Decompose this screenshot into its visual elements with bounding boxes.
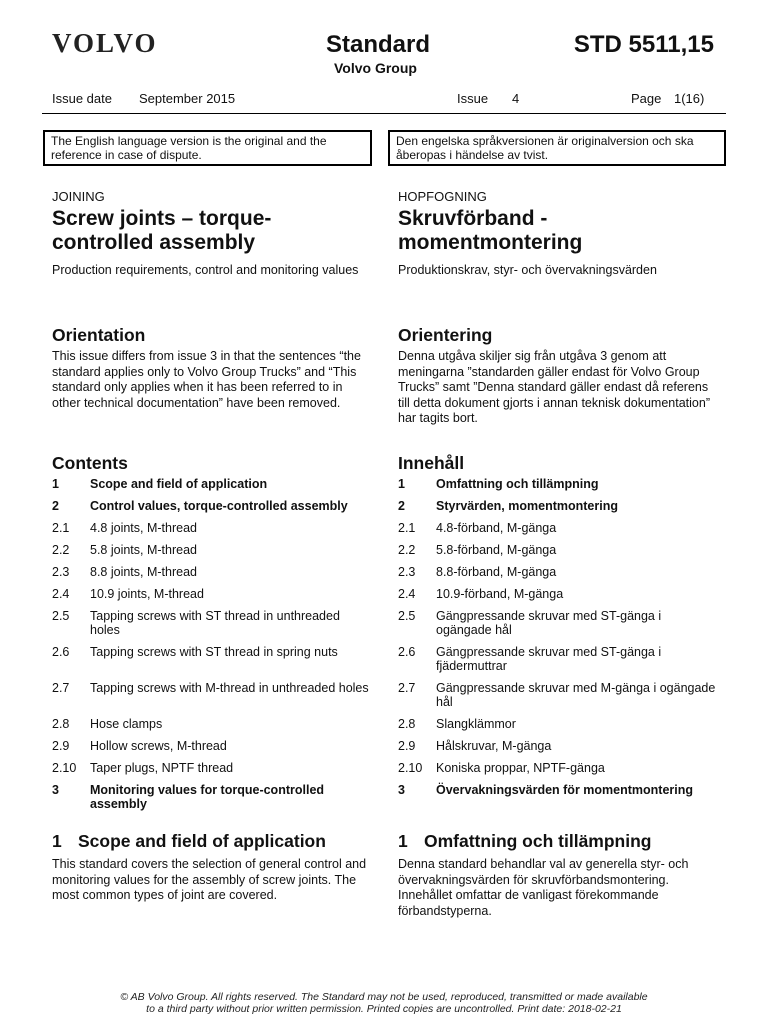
header-divider	[42, 113, 726, 114]
toc-item-sv-2-3	[398, 565, 718, 587]
toc-text: Övervakningsvärden för momentmontering	[436, 783, 694, 797]
notice-text-sv: Den engelska språkversionen är originalversion och ska åberopas i händelse av tvist.	[396, 134, 694, 162]
toc-number: 2.7	[52, 681, 70, 695]
copyright-footer	[0, 991, 768, 1015]
toc-text: 8.8 joints, M-thread	[90, 565, 197, 579]
toc-text: Hålskruvar, M-gänga	[436, 739, 552, 753]
toc-text: Control values, torque-controlled assembly	[90, 499, 348, 513]
toc-item-sv-3	[398, 783, 718, 819]
notice-box-sv	[388, 130, 726, 166]
toc-item-en-2-6	[52, 645, 372, 681]
toc-item-en-2-8	[52, 717, 372, 739]
standard-number: STD 5511,15	[573, 31, 714, 58]
toc-item-en-3	[52, 783, 372, 819]
notice-text-en: The English language version is the original and the reference in case of dispute.	[51, 134, 327, 162]
toc-number: 2.10	[52, 761, 77, 775]
toc-item-sv-2-1	[398, 521, 718, 543]
toc-number: 2.7	[398, 681, 416, 695]
toc-item-sv-2-2	[398, 543, 718, 565]
toc-text: 4.8 joints, M-thread	[90, 521, 197, 535]
toc-item-en-2-3	[52, 565, 372, 587]
toc-item-en-1	[52, 477, 372, 499]
toc-item-en-2-4	[52, 587, 372, 609]
toc-number: 2.2	[398, 543, 416, 557]
toc-item-en-2-7	[52, 681, 372, 717]
toc-item-en-2-5	[52, 609, 372, 645]
toc-number: 2.3	[52, 565, 70, 579]
toc-number: 2.3	[398, 565, 416, 579]
toc-number: 2.8	[398, 717, 416, 731]
toc-text: 10.9-förband, M-gänga	[436, 587, 564, 601]
toc-text: 5.8-förband, M-gänga	[436, 543, 557, 557]
toc-item-en-2-9	[52, 739, 372, 761]
toc-number: 2.4	[398, 587, 416, 601]
notice-box-en	[43, 130, 372, 166]
volvo-logo: VOLVO	[52, 28, 158, 58]
toc-text: 4.8-förband, M-gänga	[436, 521, 557, 535]
toc-number: 2.9	[52, 739, 70, 753]
issue-label: Issue	[457, 91, 489, 106]
toc-item-en-2	[52, 499, 372, 521]
toc-item-en-2-10	[52, 761, 372, 783]
toc-number: 1	[52, 477, 59, 491]
toc-text: Scope and field of application	[90, 477, 268, 491]
table-of-contents-sv	[398, 477, 718, 819]
toc-text: Styrvärden, momentmontering	[436, 499, 618, 513]
footer-line-1: © AB Volvo Group. All rights reserved. The Standard may not be used, reproduced, transmitted or made available	[120, 991, 648, 1003]
section-1-text-sv: Denna standard behandlar val av generella styr- och övervakningsvärden för skruvförbandsmontering. Innehållet omfattar de vanligast förekommande förbandstyperna.	[398, 857, 689, 918]
section-1-number-sv: 1	[398, 831, 408, 851]
section-1-title-en: Scope and field of application	[78, 831, 326, 851]
issue-value: 4	[512, 91, 520, 106]
toc-text: Hose clamps	[90, 717, 163, 731]
toc-item-en-2-2	[52, 543, 372, 565]
toc-item-sv-2-5	[398, 609, 718, 645]
issue-date-label: Issue date	[52, 91, 112, 106]
document-title-sv: Skruvförband - momentmontering	[398, 207, 583, 254]
toc-number: 2.4	[52, 587, 70, 601]
toc-number: 2	[398, 499, 405, 513]
toc-number: 2.8	[52, 717, 70, 731]
toc-number: 2.5	[398, 609, 416, 623]
table-of-contents-en	[52, 477, 372, 819]
toc-text: Hollow screws, M-thread	[90, 739, 227, 753]
toc-item-sv-2-9	[398, 739, 718, 761]
swedish-column	[398, 189, 718, 919]
orientation-text-en: This issue differs from issue 3 in that the sentences “the standard applies only to Volvo Group Trucks” and “This standard only applies when it has been referred to in other technical documentation” have been removed.	[52, 349, 361, 410]
english-column	[52, 189, 372, 904]
toc-number: 1	[398, 477, 405, 491]
toc-number: 2.10	[398, 761, 423, 775]
toc-text: Omfattning och tillämpning	[436, 477, 599, 491]
footer-line-2: to a third party without prior written permission. Printed copies are uncontrolled. Print date: 2018-02-21	[146, 1003, 622, 1015]
toc-item-sv-2-4	[398, 587, 718, 609]
toc-text: Gängpressande skruvar med M-gänga i ogängade hål	[436, 681, 716, 709]
toc-number: 3	[398, 783, 405, 797]
section-1-text-en: This standard covers the selection of general control and monitoring values for the assembly of screw joints. The most common types of joint are covered.	[52, 857, 367, 902]
toc-item-sv-2	[398, 499, 718, 521]
kicker-en: JOINING	[52, 189, 105, 204]
toc-text: Tapping screws with ST thread in unthreaded holes	[90, 609, 340, 637]
toc-text: Tapping screws with ST thread in spring nuts	[90, 645, 338, 659]
orientation-heading-sv: Orientering	[398, 325, 493, 345]
toc-item-sv-1	[398, 477, 718, 499]
kicker-sv: HOPFOGNING	[398, 189, 487, 204]
contents-heading-sv: Innehåll	[398, 453, 465, 473]
document-type-title: Standard	[326, 31, 431, 58]
toc-item-sv-2-10	[398, 761, 718, 783]
toc-number: 2.5	[52, 609, 70, 623]
section-1-title-sv: Omfattning och tillämpning	[424, 831, 652, 851]
issue-date-value: September 2015	[139, 91, 236, 106]
toc-text: Slangklämmor	[436, 717, 516, 731]
page-label: Page	[631, 91, 662, 106]
toc-text: Monitoring values for torque-controlled assembly	[90, 783, 325, 811]
toc-text: Gängpressande skruvar med ST-gänga i fjädermuttrar	[436, 645, 662, 673]
orientation-heading-en: Orientation	[52, 325, 146, 345]
toc-text: Taper plugs, NPTF thread	[90, 761, 234, 775]
section-1-heading-en	[52, 831, 372, 857]
toc-number: 2.1	[398, 521, 416, 535]
document-title-en: Screw joints – torque-controlled assembly	[52, 207, 272, 254]
section-1-number-en: 1	[52, 831, 62, 851]
toc-text: Koniska proppar, NPTF-gänga	[436, 761, 605, 775]
toc-text: 5.8 joints, M-thread	[90, 543, 197, 557]
toc-number: 2.6	[398, 645, 416, 659]
contents-heading-en: Contents	[52, 453, 128, 473]
toc-number: 2	[52, 499, 59, 513]
document-owner: Volvo Group	[334, 60, 417, 76]
toc-item-sv-2-6	[398, 645, 718, 681]
orientation-text-sv: Denna utgåva skiljer sig från utgåva 3 genom att meningarna ”standarden gäller endast för Volvo Group Trucks” samt ”Denna standard gäller endast då referens till detta dokument gjorts i annan teknisk dokumentation” har tagits bort.	[398, 349, 710, 425]
document-subtitle-en: Production requirements, control and monitoring values	[52, 263, 359, 277]
toc-number: 2.1	[52, 521, 70, 535]
toc-number: 2.9	[398, 739, 416, 753]
toc-number: 2.2	[52, 543, 70, 557]
page-value: 1(16)	[674, 91, 705, 106]
toc-text: Gängpressande skruvar med ST-gänga i ogängade hål	[436, 609, 662, 637]
section-1-heading-sv	[398, 831, 718, 857]
toc-item-sv-2-8	[398, 717, 718, 739]
toc-text: 10.9 joints, M-thread	[90, 587, 204, 601]
document-subtitle-sv: Produktionskrav, styr- och övervakningsvärden	[398, 263, 657, 277]
toc-text: 8.8-förband, M-gänga	[436, 565, 557, 579]
toc-item-en-2-1	[52, 521, 372, 543]
toc-number: 3	[52, 783, 59, 797]
toc-item-sv-2-7	[398, 681, 718, 717]
toc-number: 2.6	[52, 645, 70, 659]
toc-text: Tapping screws with M-thread in unthreaded holes	[90, 681, 369, 695]
